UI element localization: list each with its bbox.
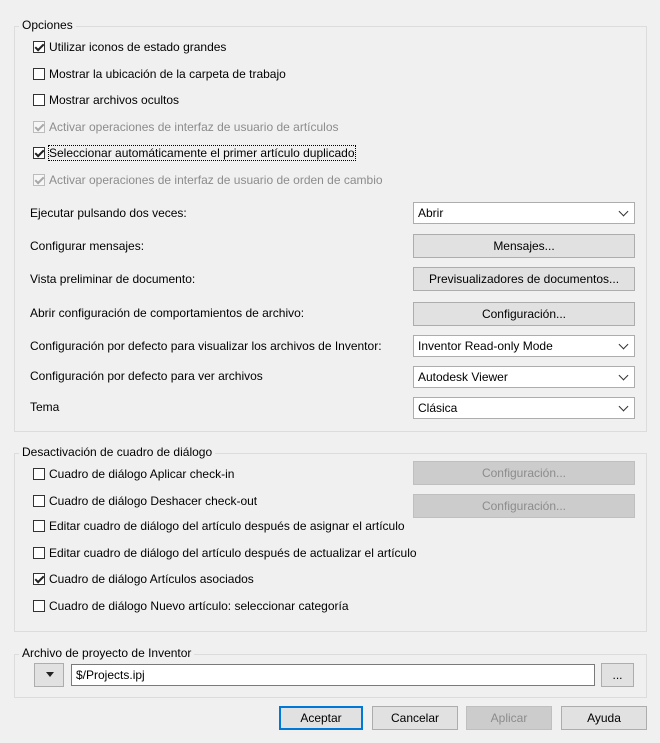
checkbox-label: Cuadro de diálogo Deshacer check-out: [49, 494, 258, 508]
preview-label: Vista preliminar de documento:: [30, 272, 196, 286]
file-behaviors-label: Abrir configuración de comportamientos de archivo:: [30, 306, 305, 320]
inventor-view-select[interactable]: [413, 335, 635, 357]
checkbox-auto-select-duplicate[interactable]: [33, 144, 355, 162]
checkbox-label: Cuadro de diálogo Artículos asociados: [49, 572, 254, 586]
checkbox-item-ui-operations: [33, 118, 339, 136]
file-behaviors-config-button[interactable]: Configuración...: [413, 302, 635, 326]
checkbox-label: Mostrar archivos ocultos: [49, 93, 180, 107]
chevron-down-icon: [619, 371, 629, 381]
checkbox-label: Cuadro de diálogo Aplicar check-in: [49, 467, 235, 481]
checkbox-box[interactable]: [33, 573, 45, 585]
checkbox-large-status-icons[interactable]: [33, 38, 226, 56]
select-value: Abrir: [418, 206, 444, 220]
checkbox-label: Editar cuadro de diálogo del artículo después de asignar el artículo: [49, 519, 405, 533]
double-click-select[interactable]: [413, 202, 635, 224]
checkbox-box[interactable]: [33, 68, 45, 80]
checkbox-box[interactable]: [33, 600, 45, 612]
double-click-label: Ejecutar pulsando dos veces:: [30, 206, 187, 220]
checkbox-undo-checkout-dialog[interactable]: [33, 492, 257, 510]
checkbox-label: Cuadro de diálogo Nuevo artículo: seleccionar categoría: [49, 599, 349, 613]
checkbox-edit-after-update[interactable]: [33, 544, 417, 562]
dialogs-legend: Desactivación de cuadro de diálogo: [19, 445, 215, 459]
select-value: Autodesk Viewer: [418, 370, 508, 384]
checkbox-label: Editar cuadro de diálogo del artículo después de actualizar el artículo: [49, 546, 417, 560]
file-view-select[interactable]: [413, 366, 635, 388]
apply-button: Aplicar: [466, 706, 552, 730]
options-legend: Opciones: [19, 18, 76, 32]
checkbox-show-working-folder[interactable]: [33, 65, 286, 83]
project-dropdown-button[interactable]: [34, 663, 64, 687]
checkbox-label: Activar operaciones de interfaz de usuario de orden de cambio: [49, 173, 383, 187]
checkbox-edit-after-assign[interactable]: [33, 517, 405, 535]
checkbox-box: [33, 174, 45, 186]
accept-button[interactable]: Aceptar: [279, 706, 363, 730]
checkbox-box[interactable]: [33, 41, 45, 53]
checkin-config-button: Configuración...: [413, 461, 635, 485]
checkbox-label: Mostrar la ubicación de la carpeta de trabajo: [49, 67, 286, 81]
checkbox-label: Seleccionar automáticamente el primer artículo duplicado: [49, 146, 355, 160]
file-view-label: Configuración por defecto para ver archivos: [30, 369, 263, 383]
checkbox-box[interactable]: [33, 94, 45, 106]
checkbox-associated-items[interactable]: [33, 570, 254, 588]
checkout-config-button: Configuración...: [413, 494, 635, 518]
theme-select[interactable]: [413, 397, 635, 419]
checkbox-change-order-ui-operations: [33, 171, 383, 189]
checkbox-box: [33, 121, 45, 133]
chevron-down-icon: [619, 340, 629, 350]
cancel-button[interactable]: Cancelar: [372, 706, 458, 730]
select-value: Inventor Read-only Mode: [418, 339, 553, 353]
checkbox-label: Activar operaciones de interfaz de usuario de artículos: [49, 120, 339, 134]
checkbox-show-hidden-files[interactable]: [33, 91, 179, 109]
inventor-view-label: Configuración por defecto para visualizar los archivos de Inventor:: [30, 339, 382, 353]
theme-label: Tema: [30, 400, 60, 414]
checkbox-box[interactable]: [33, 520, 45, 532]
messages-button[interactable]: Mensajes...: [413, 234, 635, 258]
arrow-down-icon: [46, 672, 54, 677]
checkbox-box[interactable]: [33, 147, 45, 159]
chevron-down-icon: [619, 402, 629, 412]
messages-label: Configurar mensajes:: [30, 239, 145, 253]
checkbox-box[interactable]: [33, 495, 45, 507]
checkbox-label: Utilizar iconos de estado grandes: [49, 40, 227, 54]
project-legend: Archivo de proyecto de Inventor: [19, 646, 194, 660]
browse-button[interactable]: ...: [601, 663, 634, 687]
help-button[interactable]: Ayuda: [561, 706, 647, 730]
document-previewers-button[interactable]: Previsualizadores de documentos...: [413, 267, 635, 291]
checkbox-box[interactable]: [33, 468, 45, 480]
checkbox-box[interactable]: [33, 547, 45, 559]
chevron-down-icon: [619, 207, 629, 217]
checkbox-new-item-category[interactable]: [33, 597, 349, 615]
checkbox-checkin-dialog[interactable]: [33, 465, 234, 483]
select-value: Clásica: [418, 401, 458, 415]
project-path-field[interactable]: $/Projects.ipj: [71, 664, 595, 686]
